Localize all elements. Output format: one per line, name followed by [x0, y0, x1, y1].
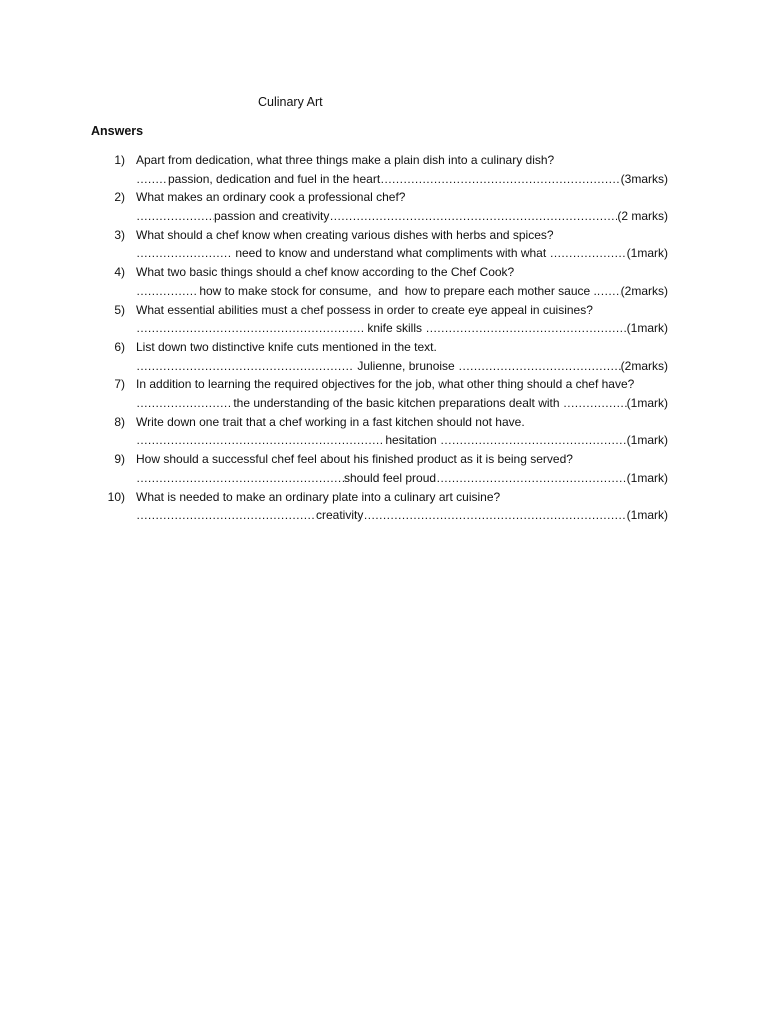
dot-leader — [136, 431, 382, 450]
answer-text: Julienne, brunoise — [354, 358, 459, 373]
list-item — [0, 338, 768, 375]
dot-leader — [136, 357, 354, 376]
item-number: 6) — [114, 339, 125, 354]
answer-line — [136, 469, 668, 488]
answer-line — [136, 394, 668, 413]
document-title: Culinary Art — [258, 95, 323, 109]
dot-leader — [458, 357, 621, 376]
dot-leader — [550, 244, 627, 263]
dot-leader — [136, 469, 344, 488]
dot-leader — [136, 282, 196, 301]
item-number: 5) — [114, 302, 125, 317]
item-number: 1) — [114, 153, 125, 167]
list-item — [0, 188, 768, 225]
dot-leader — [136, 244, 232, 263]
marks-label: (1mark) — [626, 470, 668, 485]
list-item — [0, 488, 768, 525]
item-number: 4) — [114, 265, 125, 280]
dot-leader — [136, 170, 168, 189]
answer-line — [136, 207, 668, 226]
question-text: Write down one trait that a chef working in a fast kitchen should not have. — [136, 414, 525, 429]
marks-label: (2 marks) — [617, 209, 668, 224]
dot-leader — [425, 319, 626, 338]
question-text: List down two distinctive knife cuts mentioned in the text. — [136, 339, 437, 354]
item-number: 9) — [114, 452, 125, 467]
list-item — [0, 151, 768, 188]
dot-leader — [136, 319, 364, 338]
dot-leader — [600, 282, 620, 301]
marks-label: (2marks) — [620, 283, 668, 298]
marks-label: (1mark) — [626, 246, 668, 261]
question-text: What should a chef know when creating various dishes with herbs and spices? — [136, 227, 554, 242]
answer-line — [136, 431, 668, 450]
dot-leader — [436, 469, 627, 488]
question-text: What is needed to make an ordinary plate into a culinary art cuisine? — [136, 489, 501, 504]
dot-leader — [136, 506, 316, 525]
answer-text: knife skills — [364, 321, 426, 336]
list-item — [0, 375, 768, 412]
answer-text: passion and creativity — [214, 209, 330, 224]
question-text: What two basic things should a chef know according to the Chef Cook? — [136, 265, 515, 280]
item-number: 3) — [114, 227, 125, 242]
item-number: 10) — [107, 489, 125, 504]
answer-text: should feel proud — [344, 470, 437, 485]
list-item — [0, 301, 768, 338]
answer-line — [136, 506, 668, 525]
list-item — [0, 450, 768, 487]
list-item — [0, 263, 768, 300]
marks-label: (1mark) — [626, 396, 668, 411]
marks-label: (1mark) — [626, 433, 668, 448]
answer-line — [136, 170, 668, 189]
answer-text: creativity — [316, 508, 364, 523]
answer-list — [0, 151, 768, 525]
question-text: In addition to learning the required objectives for the job, what other thing should a chef have? — [136, 377, 635, 392]
dot-leader — [440, 431, 627, 450]
marks-label: (1mark) — [626, 508, 668, 523]
item-number: 2) — [114, 190, 125, 205]
dot-leader — [363, 506, 626, 525]
marks-label: (3marks) — [620, 171, 668, 186]
dot-leader — [329, 207, 617, 226]
answer-line — [136, 357, 668, 376]
dot-leader — [380, 170, 621, 189]
dot-leader — [563, 394, 627, 413]
answers-heading: Answers — [91, 124, 144, 138]
marks-label: (2marks) — [620, 358, 668, 373]
question-text: What makes an ordinary cook a professional chef? — [136, 190, 406, 205]
marks-label: (1mark) — [626, 321, 668, 336]
question-text: How should a successful chef feel about his finished product as it is being served? — [136, 452, 573, 467]
item-number: 7) — [114, 377, 125, 392]
answer-text: how to make stock for consume, and how to prepare each mother sauce .. — [196, 283, 601, 298]
dot-leader — [136, 394, 230, 413]
question-text: Apart from dedication, what three things make a plain dish into a culinary dish? — [136, 153, 555, 167]
answer-text: need to know and understand what compliments with what — [232, 246, 550, 261]
dot-leader — [136, 207, 214, 226]
list-item — [0, 226, 768, 263]
answer-line — [136, 282, 668, 301]
answer-line — [136, 319, 668, 338]
answer-text: hesitation — [382, 433, 441, 448]
answer-line — [136, 244, 668, 263]
answer-text: the understanding of the basic kitchen preparations dealt with — [230, 396, 563, 411]
item-number: 8) — [114, 414, 125, 429]
list-item — [0, 413, 768, 450]
answer-text: passion, dedication and fuel in the heart — [168, 171, 381, 186]
question-text: What essential abilities must a chef possess in order to create eye appeal in cuisines? — [136, 302, 593, 317]
